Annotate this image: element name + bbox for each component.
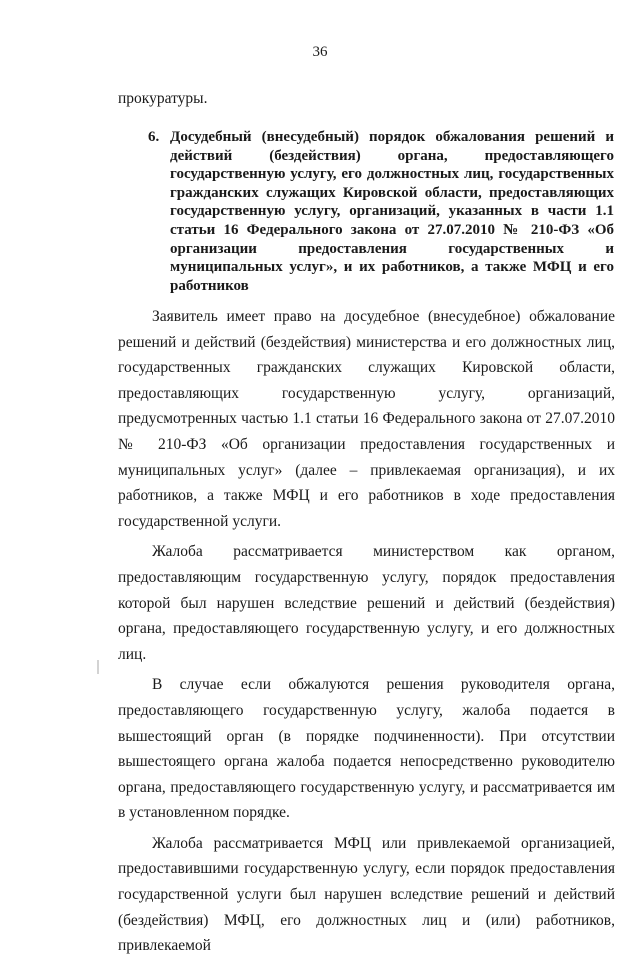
paragraph: В случае если обжалуются решения руководителя органа, предоставляющего государственную услугу, жалоба подается в вышестоящий орган (в порядке подчиненности). При отсутствии вышестоящего органа жалоба подается непосредственно руководителю органа, предоставляющего государственную услугу, и рассматривается им в установленном порядке. [118, 676, 615, 822]
page-number: 36 [312, 44, 328, 60]
continuation-text: прокуратуры. [118, 90, 208, 107]
section-title: Досудебный (внесудебный) порядок обжалования решений и действий (бездействия) органа, предоставляющего государственную услугу, его должностных лиц, государственных гражданских служащих Кировской области, предоставляющих государственную услугу, организаций, указанных в части 1.1 статьи 16 Федерального закона от 27.07.2010 № 210-ФЗ «Об организации предоставления государственных и муниципальных услуг», и их работников, а также МФЦ и его работников [170, 129, 614, 294]
section-heading [148, 128, 614, 295]
paragraph: Заявитель имеет право на досудебное (внесудебное) обжалование решений и действий (бездействия) министерства и его должностных лиц, государственных гражданских служащих Кировской области, предоставляющих государственную услугу, организаций, предусмотренных частью 1.1 статьи 16 Федерального закона от 27.07.2010 № 210-ФЗ «Об организации предоставления государственных и муниципальных услуг» (далее – привлекаемая организация), и их работников, а также МФЦ и его работников в ходе предоставления государственной услуги. [118, 308, 615, 530]
body-text [118, 304, 615, 964]
scan-artifact [97, 660, 99, 674]
paragraph: Жалоба рассматривается министерством как органом, предоставляющим государственную услугу, порядок предоставления которой был нарушен вследствие решений и действий (бездействия) органа, предоставляющего государственную услугу, и его должностных лиц. [118, 543, 615, 663]
paragraph: Жалоба рассматривается МФЦ или привлекаемой организацией, предоставившими государственную услугу, если порядок предоставления государственной услуги был нарушен вследствие решений и действий (бездействия) МФЦ, его должностных лиц и (или) работников, привлекаемой [118, 834, 615, 955]
section-number: 6. [148, 129, 160, 145]
